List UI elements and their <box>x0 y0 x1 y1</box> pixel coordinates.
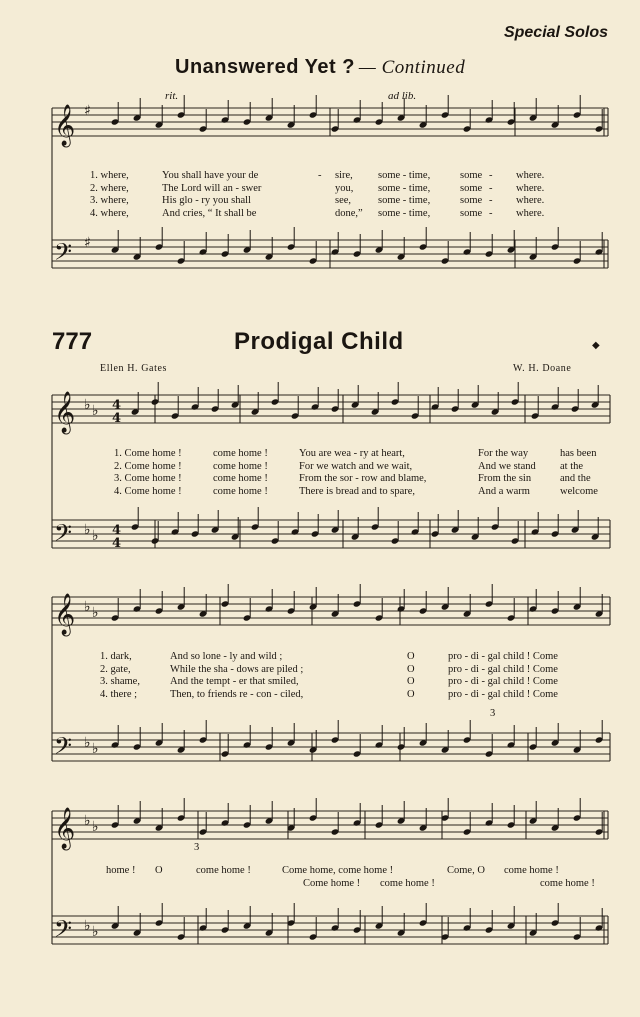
lyric-fragment: - <box>489 182 493 194</box>
lyric-fragment: where. <box>516 170 545 181</box>
lyric-fragment: And a warm <box>478 485 530 497</box>
lyric-fragment: and the <box>560 473 591 485</box>
lyric-fragment: O <box>155 865 163 876</box>
svg-text:𝄢: 𝄢 <box>54 915 73 948</box>
lyric-fragment: pro - di - gal child ! Come <box>448 651 558 662</box>
svg-text:♭: ♭ <box>92 528 99 544</box>
lyric-fragment: 4. Come home ! <box>114 485 182 497</box>
lyric-fragment: pro - di - gal child ! Come <box>448 676 558 688</box>
svg-text:4: 4 <box>112 398 122 413</box>
svg-text:♭: ♭ <box>92 924 99 940</box>
triplet-mark: 3 <box>194 842 200 853</box>
svg-text:4: 4 <box>112 411 122 426</box>
lyric-fragment: For we watch and we wait, <box>299 460 413 472</box>
svg-text:♭: ♭ <box>84 599 91 615</box>
lyric-fragment: some - time, <box>378 182 431 194</box>
lyric-fragment: 2. gate, <box>100 663 131 675</box>
lyric-fragment: O <box>407 651 415 662</box>
hymn-number: 777 <box>52 328 93 355</box>
svg-text:𝄞: 𝄞 <box>54 392 76 433</box>
lyric-fragment: come home ! <box>213 448 268 459</box>
lyric-fragment: come home ! <box>504 865 559 876</box>
lyric-fragment: some <box>460 170 483 181</box>
svg-text:𝄢: 𝄢 <box>54 519 73 552</box>
lyric-fragment: some - time, <box>378 195 431 207</box>
section-header: Special Solos <box>503 24 608 41</box>
lyric-fragment: 4. where, <box>90 207 129 219</box>
lyric-fragment: 1. Come home ! <box>114 448 182 459</box>
svg-text:♭: ♭ <box>84 397 91 413</box>
svg-text:♯: ♯ <box>84 103 91 119</box>
lyric-fragment: some - time, <box>378 170 431 181</box>
lyric-fragment: O <box>407 676 415 688</box>
lyric-fragment: come home ! <box>380 878 435 889</box>
lyric-fragment: welcome <box>560 485 598 497</box>
lyric-fragment: see, <box>335 195 352 207</box>
svg-text:♭: ♭ <box>92 403 99 419</box>
lyric-fragment: O <box>407 688 415 700</box>
lyric-fragment: pro - di - gal child ! Come <box>448 688 558 700</box>
svg-text:𝄞: 𝄞 <box>54 105 76 146</box>
lyric-fragment: you, <box>335 182 354 194</box>
direction-rit: rit. <box>165 90 179 102</box>
lyric-fragment: come home ! <box>213 485 268 497</box>
hymn-title: Unanswered Yet ? <box>175 56 355 78</box>
lyric-fragment: O <box>407 663 415 675</box>
svg-text:♭: ♭ <box>92 819 99 835</box>
lyric-fragment: come home ! <box>213 460 268 472</box>
lyric-fragment: 3. shame, <box>100 676 140 688</box>
lyric-fragment: where. <box>516 207 545 219</box>
lyric-fragment: 3. Come home ! <box>114 473 182 485</box>
svg-text:♭: ♭ <box>92 741 99 757</box>
lyric-fragment: 2. Come home ! <box>114 460 182 472</box>
svg-text:♭: ♭ <box>84 522 91 538</box>
lyric-fragment: some <box>460 207 483 219</box>
lyric-fragment: 4. there ; <box>100 688 138 700</box>
lyric-fragment: come home ! <box>213 473 268 485</box>
lyric-fragment: Come, O <box>447 865 485 876</box>
lyric-fragment: - <box>489 207 493 219</box>
lyric-fragment: some <box>460 182 483 194</box>
direction-ad-lib: ad lib. <box>388 90 417 102</box>
lyric-fragment: - <box>489 170 493 181</box>
triplet-mark: 3 <box>490 708 496 719</box>
svg-text:♭: ♭ <box>84 813 91 829</box>
lyric-fragment: His glo - ry you shall <box>162 195 251 207</box>
lyric-fragment: The Lord will an - swer <box>162 182 262 194</box>
lyric-fragment: done,” <box>335 207 363 219</box>
lyric-fragment: pro - di - gal child ! Come <box>448 663 558 675</box>
lyric-fragment: where. <box>516 182 545 194</box>
svg-text:𝄢: 𝄢 <box>54 732 73 765</box>
lyric-fragment: And so lone - ly and wild ; <box>170 651 283 662</box>
svg-text:♯: ♯ <box>84 235 91 251</box>
svg-text:4: 4 <box>112 523 122 538</box>
lyric-fragment: 3. where, <box>90 195 129 207</box>
lyric-fragment: And the tempt - er that smiled, <box>170 676 299 688</box>
lyric-fragment: come home ! <box>196 865 251 876</box>
svg-text:♭: ♭ <box>92 605 99 621</box>
lyric-fragment: 2. where, <box>90 182 129 194</box>
lyric-fragment: come home ! <box>540 878 595 889</box>
hymn-title: Prodigal Child <box>234 328 404 355</box>
svg-text:𝄢: 𝄢 <box>54 238 73 271</box>
lyric-fragment: Then, to friends re - con - ciled, <box>170 688 304 700</box>
lyric-fragment: sire, <box>335 170 353 181</box>
lyric-fragment: There is bread and to spare, <box>299 485 416 497</box>
lyric-fragment: - <box>489 195 493 207</box>
lyric-fragment: 1. dark, <box>100 651 132 662</box>
lyric-fragment: You are wea - ry at heart, <box>299 448 405 459</box>
svg-text:♭: ♭ <box>84 918 91 934</box>
lyric-fragment: From the sin <box>478 473 532 485</box>
svg-text:𝄞: 𝄞 <box>54 808 76 849</box>
lyric-fragment: Come home, come home ! <box>282 865 394 876</box>
lyric-fragment: While the sha - dows are piled ; <box>170 663 304 675</box>
lyric-fragment: You shall have your de <box>162 170 259 181</box>
lyric-fragment: where. <box>516 195 545 207</box>
svg-text:4: 4 <box>112 536 122 551</box>
lyric-fragment: And we stand <box>478 460 536 472</box>
lyric-fragment: has been <box>560 448 597 459</box>
lyric-fragment: From the sor - row and blame, <box>299 473 427 485</box>
lyric-fragment: at the <box>560 460 584 472</box>
author-credit: Ellen H. Gates <box>100 363 167 374</box>
lyric-fragment: some - time, <box>378 207 431 219</box>
lyric-fragment: - <box>318 170 322 181</box>
composer-credit: W. H. Doane <box>513 363 572 374</box>
svg-text:𝄞: 𝄞 <box>54 594 76 635</box>
lyric-fragment: some <box>460 195 483 207</box>
lyric-fragment: Come home ! <box>303 878 361 889</box>
lyric-fragment: 1. where, <box>90 170 129 181</box>
lyric-fragment: home ! <box>106 865 136 876</box>
lyric-fragment: And cries, “ It shall be <box>162 207 257 219</box>
lyric-fragment: For the way <box>478 448 529 459</box>
continued-label: — Continued <box>358 57 466 78</box>
svg-text:♭: ♭ <box>84 735 91 751</box>
bullet-mark: ◆ <box>592 340 600 351</box>
